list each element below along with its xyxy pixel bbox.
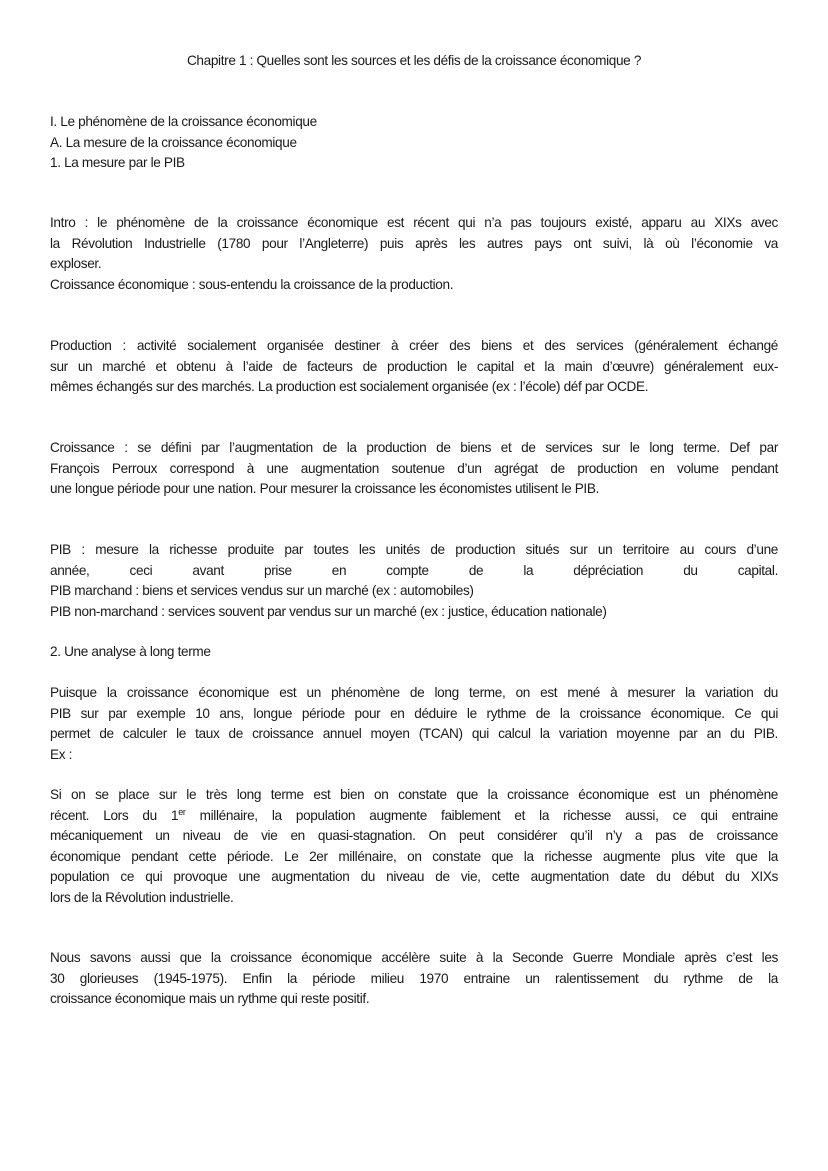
- text-line: croissance économique mais un rythme qui reste positif.: [50, 991, 370, 1006]
- text-line: Production : activité socialement organisée destiner à créer des biens et des services (généralement échangé: [50, 338, 778, 353]
- text-line: permet de calculer le taux de croissance annuel moyen (TCAN) qui calcul la variation moyenne par an du PIB.: [50, 726, 778, 741]
- text-line: Croissance : se défini par l’augmentation de la production de biens et de services sur le long terme. Def par: [50, 440, 778, 455]
- text-line: Intro : le phénomène de la croissance économique est récent qui n’a pas toujours existé, apparu au XIXs avec: [50, 215, 778, 230]
- text-line: lors de la Révolution industrielle.: [50, 889, 234, 905]
- text-line: PIB sur par exemple 10 ans, longue période pour en déduire le rythme de la croissance économique. Ce qui: [50, 705, 778, 721]
- text-line: PIB non-marchand : services souvent par vendus sur un marché (ex : justice, éducation nationale): [50, 603, 607, 619]
- superscript: er: [178, 806, 186, 817]
- text-line: une longue période pour une nation. Pour mesurer la croissance les économistes utilisent le PIB.: [50, 481, 600, 496]
- chapter-title: Chapitre 1 : Quelles sont les sources et les défis de la croissance économique ?: [186, 53, 642, 68]
- text-line: mécaniquement un niveau de vie en quasi-stagnation. On peut considérer qu’il n’y a pas de croissance: [50, 828, 778, 843]
- text-line: PIB : mesure la richesse produite par toutes les unités de production situés sur un territoire au cours d’une: [50, 542, 778, 557]
- text-line: Si on se place sur le très long terme est bien on constate que la croissance économique est un phénomène: [50, 787, 778, 802]
- section-2-heading: [50, 642, 778, 663]
- text-line: la Révolution Industrielle (1780 pour l’Angleterre) puis après les autres pays ont suivi, là où l’économie va: [50, 235, 778, 251]
- outline-section-heading: A. La mesure de la croissance économique: [50, 134, 297, 150]
- text-line: [50, 806, 778, 827]
- outline-subsection-heading: 1. La mesure par le PIB: [50, 155, 185, 170]
- text-line: Puisque la croissance économique est un phénomène de long terme, on est mené à mesurer la variation du: [50, 685, 778, 700]
- outline: [50, 112, 778, 174]
- text-line: 30 glorieuses (1945-1975). Enfin la période milieu 1970 entraine un ralentissement du rythme de la: [50, 970, 778, 986]
- pib-definition: [50, 540, 778, 622]
- production-definition: [50, 336, 778, 398]
- text-line: PIB marchand : biens et services vendus sur un marché (ex : automobiles): [50, 583, 474, 598]
- text-line: exploser.: [50, 256, 102, 271]
- text-line: François Perroux correspond à une augmentation soutenue d’un agrégat de production en volume pendant: [50, 460, 778, 476]
- text-fragment: récent. Lors du 1: [50, 807, 179, 823]
- croissance-definition: [50, 438, 778, 500]
- text-line: mêmes échangés sur des marchés. La production est socialement organisée (ex : l’école) déf par OCDE.: [50, 379, 649, 394]
- subsection-heading: 2. Une analyse à long terme: [50, 644, 211, 659]
- text-line: sur un marché et obtenu à l’aide de facteurs de production le capital et la main d’œuvre) généralement eux-: [50, 358, 778, 374]
- text-fragment: millénaire, la population augmente faiblement et la richesse aussi, ce qui entraine: [185, 807, 778, 823]
- outline-part-heading: I. Le phénomène de la croissance économique: [50, 114, 317, 129]
- glorieuses-paragraph: [50, 948, 778, 1010]
- long-terme-paragraph: [50, 785, 778, 908]
- intro-paragraph: [50, 213, 778, 295]
- text-line: Croissance économique : sous-entendu la croissance de la production.: [50, 276, 454, 292]
- text-line: population ce qui provoque une augmentation du niveau de vie, cette augmentation date du début du XIXs: [50, 869, 778, 884]
- text-line: économique pendant cette période. Le 2er millénaire, on constate que la richesse augmente plus vite que la: [50, 848, 778, 864]
- text-line: année, ceci avant prise en compte de la dépréciation du capital.: [50, 562, 778, 578]
- text-line: Ex :: [50, 746, 73, 762]
- text-line: Nous savons aussi que la croissance économique accélère suite à la Seconde Guerre Mondiale après c’est les: [50, 950, 778, 965]
- analyse-paragraph: [50, 683, 778, 765]
